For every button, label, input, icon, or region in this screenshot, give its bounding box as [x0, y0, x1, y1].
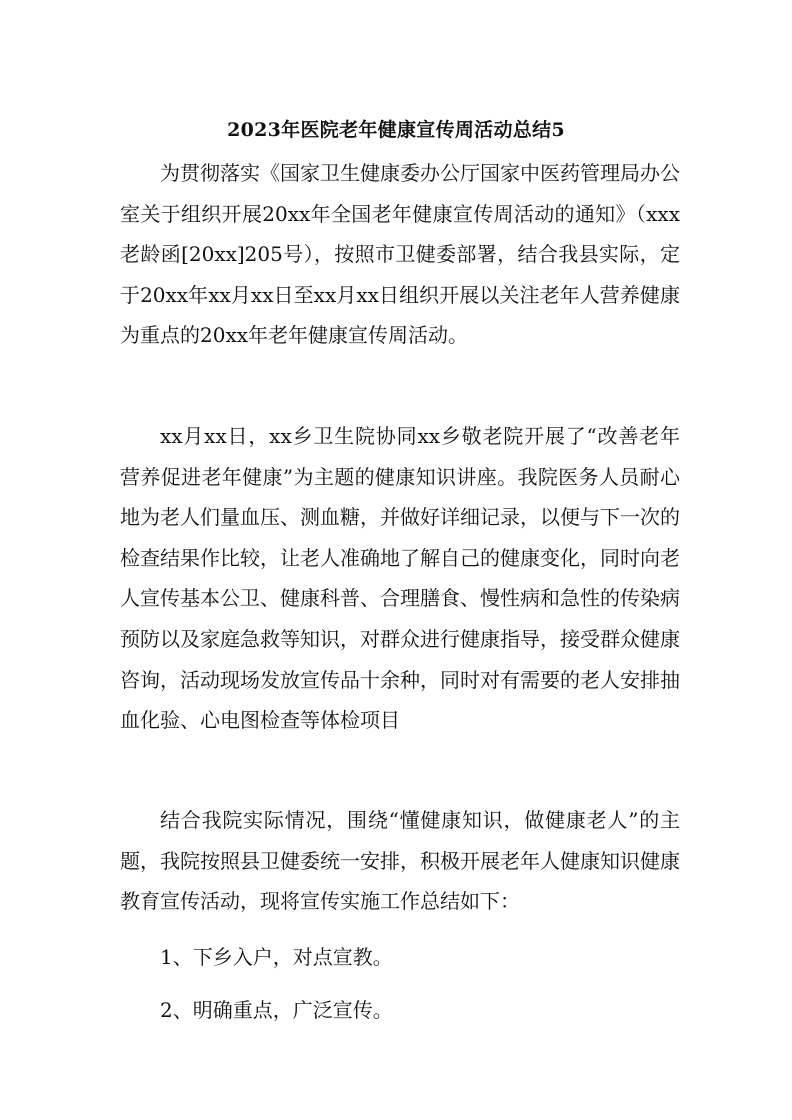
list-item-1: 1、下乡入户，对点宣教。	[160, 945, 393, 969]
paragraph-lecture: xx月xx日，xx乡卫生院协同xx乡敬老院开展了“改善老年营养促进老年健康”为主题的健康知识讲座。我院医务人员耐心地为老人们量血压、测血糖，并做好详细记录，以便与下一次的检查结果作比较，让老人准确地了解自己的健康变化，同时向老人宣传基本公卫、健康科普、合理膳食、慢性病和急性的传染病预防以及家庭急救等知识，对群众进行健康指导，接受群众健康咨询，活动现场发放宣传品十余种，同时对有需要的老人安排抽血化验、心电图检查等体检项目	[120, 424, 680, 733]
paragraph-intro: 为贯彻落实《国家卫生健康委办公厅国家中医药管理局办公室关于组织开展20xx年全国老年健康宣传周活动的通知》（xxx老龄函[20xx]205号），按照市卫健委部署，结合我县实际，定于20xx年xx月xx日至xx月xx日组织开展以关注老年人营养健康为重点的20xx年老年健康宣传周活动。	[120, 161, 680, 348]
document-title: 2023年医院老年健康宣传周活动总结5	[227, 119, 565, 141]
paragraph-summary-intro: 结合我院实际情况，围绕“懂健康知识，做健康老人”的主题，我院按照县卫健委统一安排，积极开展老年人健康知识健康教育宣传活动，现将宣传实施工作总结如下：	[120, 808, 680, 914]
list-item-2: 2、明确重点，广泛宣传。	[160, 998, 393, 1022]
